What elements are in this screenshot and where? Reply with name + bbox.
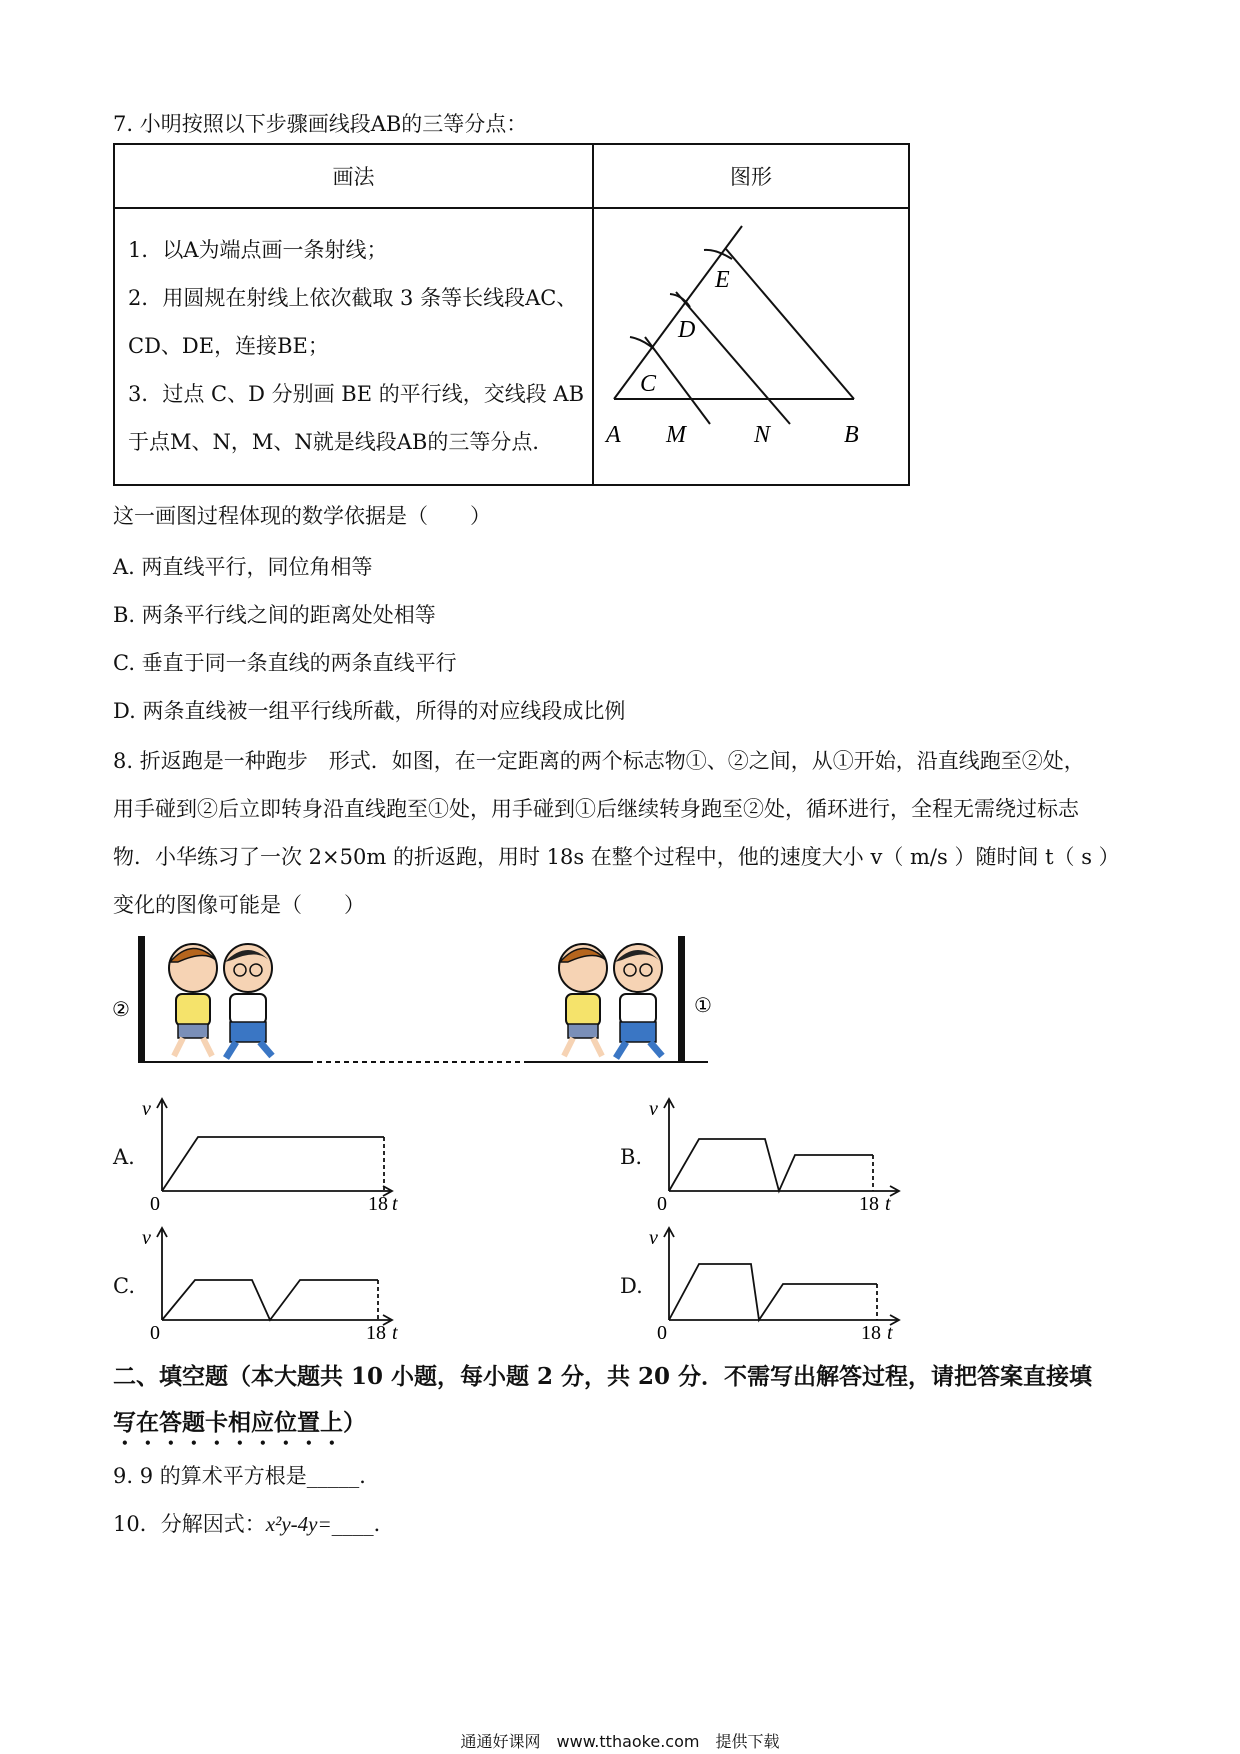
graph-a [140,1095,400,1215]
svg-text:0: 0 [657,1193,667,1215]
step-line: 2．用圆规在射线上依次截取 3 条等长线段AC、 [128,286,578,310]
runners-right-icon [559,944,662,1058]
label-A: A [606,422,621,448]
q7-question: 这一画图过程体现的数学依据是（ ） [113,504,491,528]
label-C: C [640,371,657,397]
svg-text:18: 18 [368,1193,388,1215]
section2-line1: 二、填空题（本大题共 10 小题，每小题 2 分，共 20 分．不需写出解答过程，请把答案直接填 [113,1363,1093,1390]
label-N: N [754,422,771,448]
svg-text:18: 18 [861,1322,881,1344]
q8-line: 变化的图像可能是（ ） [113,893,365,917]
graph-c-label: C. [113,1274,135,1298]
svg-text:v: v [649,1227,658,1249]
figure-cell [593,208,909,485]
svg-text:v: v [649,1098,658,1120]
q7-option-a: A. 两直线平行，同位角相等 [113,555,373,579]
graph-a-label: A. [113,1145,135,1169]
svg-text:v: v [142,1098,151,1120]
steps-cell [114,208,593,485]
marker-2: ② [112,999,130,1021]
runners-left-icon [169,944,272,1058]
q10-expression: x²y-4y= [265,1512,332,1536]
svg-text:t: t [392,1322,398,1344]
step-line: 于点M、N，M、N就是线段AB的三等分点． [128,430,554,454]
graph-b-label: B. [620,1145,643,1169]
table-header-figure: 图形 [593,144,909,208]
label-M: M [666,422,686,448]
step-line: CD、DE，连接BE； [128,334,329,358]
svg-text:t: t [887,1322,893,1344]
step-line: 3．过点 C、D 分别画 BE 的平行线，交线段 AB [128,382,585,406]
label-E: E [715,267,730,293]
section2-line2 [113,1404,366,1450]
label-B: B [844,422,859,448]
svg-text:0: 0 [150,1322,160,1344]
q10-prefix: 10．分解因式： [113,1512,266,1536]
section2-dotted-text: 写在答题卡相应位置上 [113,1409,343,1436]
footer: 通通好课网 www.tthaoke.com 提供下载 [460,1732,780,1751]
q10-blank: ____． [331,1512,395,1536]
graph-b [647,1095,907,1215]
svg-text:t: t [392,1193,398,1215]
table-header-method: 画法 [114,144,593,208]
graph-d [647,1224,907,1344]
svg-text:t: t [885,1193,891,1215]
svg-text:0: 0 [150,1193,160,1215]
graph-d-label: D. [620,1274,643,1298]
q7-option-c: C. 垂直于同一条直线的两条直线平行 [113,651,457,675]
q9: 9. 9 的算术平方根是_____． [113,1464,381,1488]
svg-text:0: 0 [657,1322,667,1344]
svg-text:18: 18 [859,1193,879,1215]
graph-c [140,1224,400,1344]
q8-line: 8. 折返跑是一种跑步 形式．如图，在一定距离的两个标志物①、②之间，从①开始，沿直线跑至②处， [113,749,1085,773]
svg-text:v: v [142,1227,151,1249]
svg-text:18: 18 [366,1322,386,1344]
trisection-figure [594,209,870,484]
step-line: 1．以A为端点画一条射线； [128,238,388,262]
marker-1: ① [694,995,712,1017]
q10 [113,1508,395,1538]
q7-option-b: B. 两条平行线之间的距离处处相等 [113,603,436,627]
q8-line: 物．小华练习了一次 2×50m 的折返跑，用时 18s 在整个过程中，他的速度大小 v（ m/s ）随时间 t（ s ） [113,845,1120,869]
q8-line: 用手碰到②后立即转身沿直线跑至①处，用手碰到①后继续转身跑至②处，循环进行，全程无需绕过标志 [113,797,1079,821]
shuttle-run-illustration [108,936,728,1071]
q7-option-d: D. 两条直线被一组平行线所截，所得的对应线段成比例 [113,699,626,723]
section2-line2-end: ） [343,1409,366,1436]
q7-title: 7. 小明按照以下步骤画线段AB的三等分点： [113,112,528,136]
steps-table [113,143,910,486]
label-D: D [678,317,696,343]
